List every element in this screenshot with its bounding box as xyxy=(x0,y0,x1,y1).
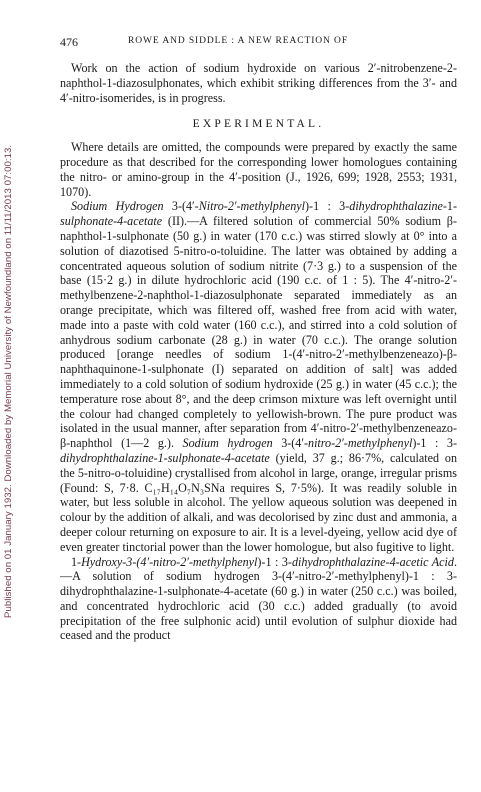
page-number: 476 xyxy=(60,35,78,49)
running-title: ROWE AND SIDDLE : A NEW REACTION OF xyxy=(128,36,349,46)
paragraph-method: Where details are omitted, the compounds were prepared by exactly the same procedure as that described for the corresponding lower homologues containing the nitro- or amino-group in the 4′-position (J., 1926, 699; 1928, 2553; 1931, 1070). xyxy=(60,140,457,199)
page-header xyxy=(60,35,460,51)
download-watermark-text: Published on 01 January 1932. Downloaded by Memorial University of Newfoundland on 11/11/2013 07:00:13. xyxy=(3,144,14,618)
paragraph-sodium-hydrogen: Sodium Hydrogen 3-(4′-Nitro-2′-methylphenyl)-1 : 3-dihydrophthalazine-1-sulphonate-4-acetate (II).—A filtered solution of commercial 50% sodium β-naphthol-1-sulphonate (50 g.) in water (170 c.c.) was stirred slowly at 0° into a solution of diazotised 5-nitro-o-toluidine. The latter was obtained by adding a concentrated aqueous solution of sodium nitrite (7·3 g.) to a suspension of the base (15·2 g.) in dilute hydrochloric acid (190 c.c. of 1 : 5). The 4′-nitro-2′-methylbenzene-2-naphthol-1-diazosulphonate separated immediately as an orange precipitate, which was filtered off, washed free from acid with water, made into a paste with cold water (160 c.c.), and stirred into a cold solution of anhydrous sodium carbonate (28 g.) in water (70 c.c.). The orange solution produced [orange needles of sodium 1-(4′-nitro-2′-methylbenzeneazo)-β-naphthaquinone-1-sulphonate (I) separated on addition of salt] was added immediately to a cold solution of sodium hydroxide (25 g.) in water (45 c.c.); the temperature rose about 8°, and the deep crimson mixture was left overnight until the colour had changed completely to yellowish-brown. The pure product was isolated in the usual manner, after separation from 4′-nitro-2′-methylbenzeneazo-β-naphthol (1—2 g.). Sodium hydrogen 3-(4′-nitro-2′-methylphenyl)-1 : 3-dihydrophthalazine-1-sulphonate-4-acetate (yield, 37 g.; 86·7%, calculated on the 5-nitro-o-toluidine) crystallised from alcohol in large, orange, irregular prisms (Found: S, 7·8. C₁₇H₁₄O₇N₃SNa requires S, 7·5%). It was readily soluble in water, but less soluble in alcohol. The yellow aqueous solution was deepened in colour by the addition of alkali, and was decolorised by zinc dust and ammonia, a deeper colour returning on exposure to air. It is a level-dyeing, yellow acid dye of even greater tinctorial power than the lower homologue, but also fugitive to light. xyxy=(60,199,457,554)
article-body xyxy=(60,61,457,643)
paragraph-hydroxy-acid: 1-Hydroxy-3-(4′-nitro-2′-methylphenyl)-1 : 3-dihydrophthalazine-4-acetic Acid.—A solution of sodium hydrogen 3-(4′-nitro-2′-methylphenyl)-1 : 3-dihydrophthalazine-1-sulphonate-4-acetate (60 g.) in water (250 c.c.) was boiled, and concentrated hydrochloric acid (30 c.c.) added gradually (to avoid precipitation of the free sulphonic acid) until evolution of sulphur dioxide had ceased and the product xyxy=(60,554,457,643)
download-watermark xyxy=(3,8,17,618)
compound-name: Hydroxy-3-(4′-nitro-2′-methylphenyl xyxy=(81,554,258,569)
intro-paragraph: Work on the action of sodium hydroxide on various 2′-nitrobenzene-2-naphthol-1-diazosulphonates, which exhibit striking differences from the 3′- and 4′-nitro-isomerides, is in progress. xyxy=(60,61,457,105)
section-heading: EXPERIMENTAL. xyxy=(192,118,325,131)
compound-name: Sodium hydrogen xyxy=(182,436,273,451)
compound-name: Sodium Hydrogen xyxy=(71,199,164,214)
